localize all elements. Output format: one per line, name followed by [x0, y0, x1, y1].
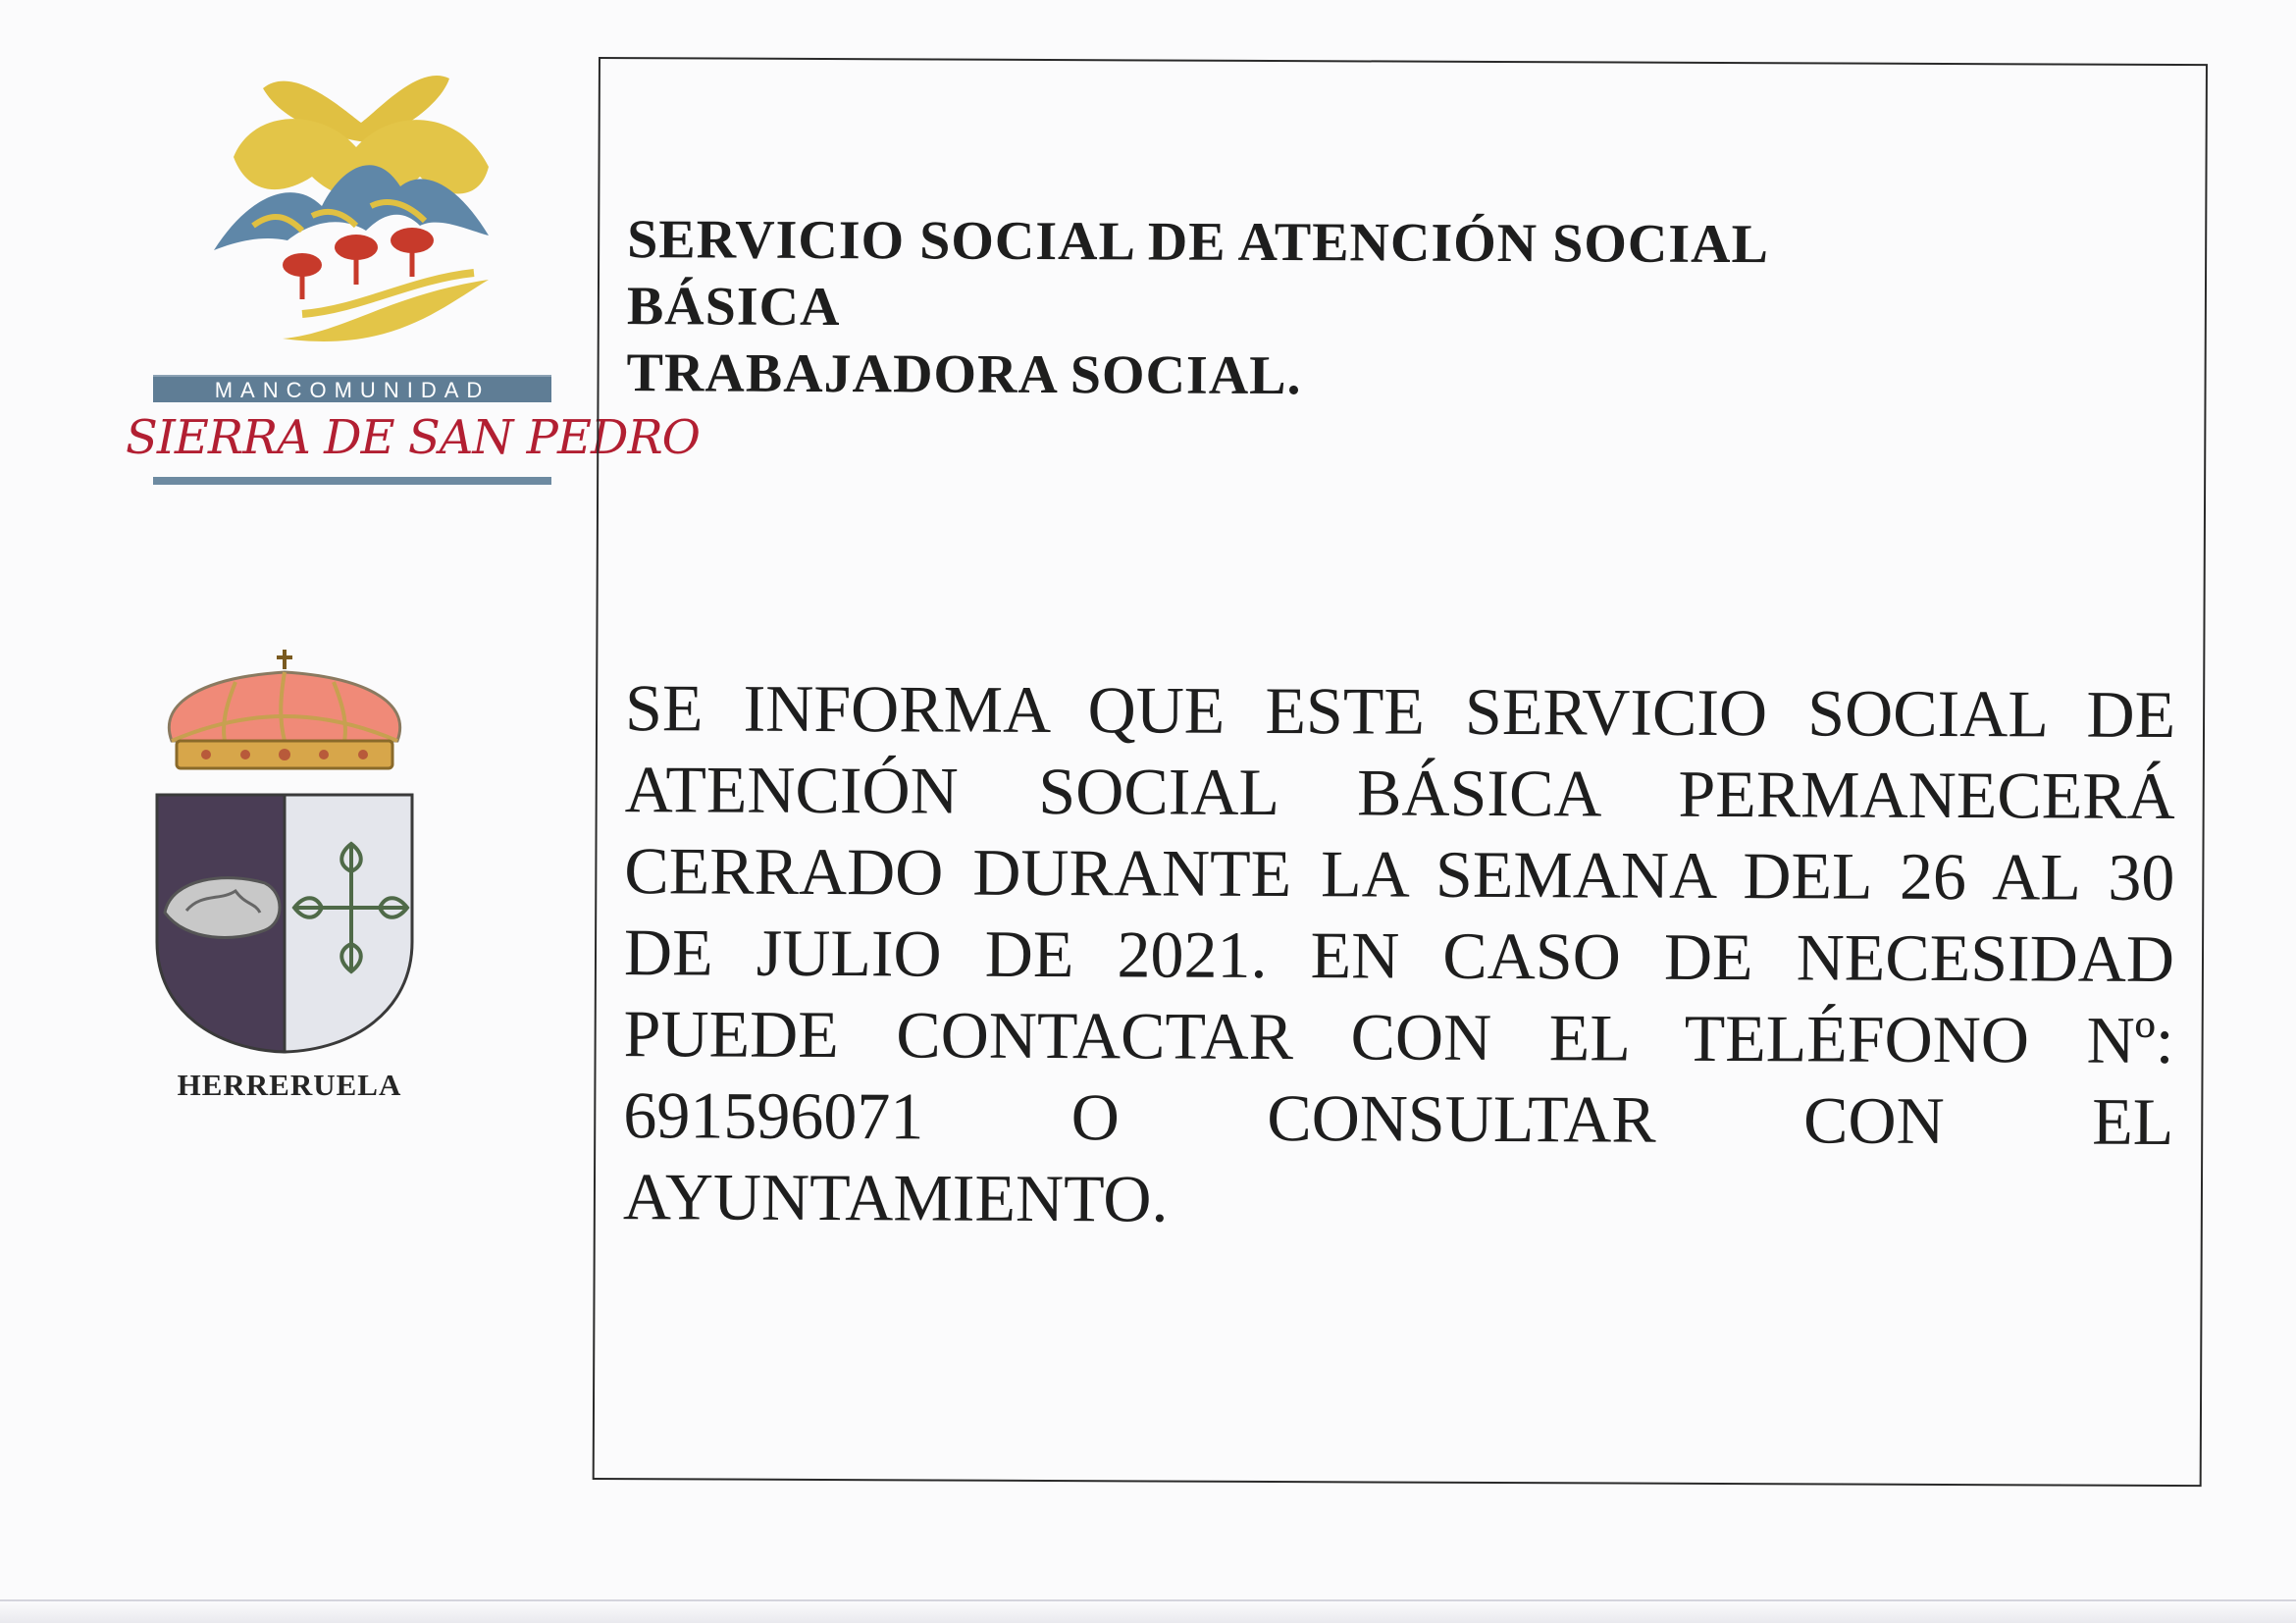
- notice-body: SE INFORMA QUE ESTE SERVICIO SOCIAL DE ATENCIÓN SOCIAL BÁSICA PERMANECERÁ CERRADO DURANTE LA SEMANA DEL 26 AL 30 DE JULIO DE 2021. EN CASO DE NECESIDAD PUEDE CONTACTAR CON EL TELÉFONO Nº: 691596071 O CONSULTAR CON EL AYUNTAMIENTO.: [622, 670, 2176, 1236]
- mancomunidad-underline: [153, 477, 551, 485]
- notice-title-line-1: SERVICIO SOCIAL DE ATENCIÓN SOCIAL: [627, 209, 1770, 276]
- notice-title-line-2: BÁSICA: [626, 276, 841, 339]
- notice-box: [593, 57, 2208, 1487]
- page-bottom-edge: [0, 1601, 2296, 1623]
- mancomunidad-emblem-icon: [194, 69, 518, 363]
- crown-icon: [169, 650, 399, 768]
- herreruela-coat-of-arms: [147, 648, 422, 1060]
- notice-title-line-3: TRABAJADORA SOCIAL.: [626, 342, 1302, 407]
- mancomunidad-name: SIERRA DE SAN PEDRO: [126, 410, 700, 465]
- notice-title: [626, 206, 2158, 413]
- coat-of-arms-icon: [147, 648, 422, 1060]
- herreruela-label: HERRERUELA: [177, 1068, 402, 1102]
- mancomunidad-logo: [126, 69, 700, 500]
- mancomunidad-band-label: MANCOMUNIDAD: [153, 375, 551, 402]
